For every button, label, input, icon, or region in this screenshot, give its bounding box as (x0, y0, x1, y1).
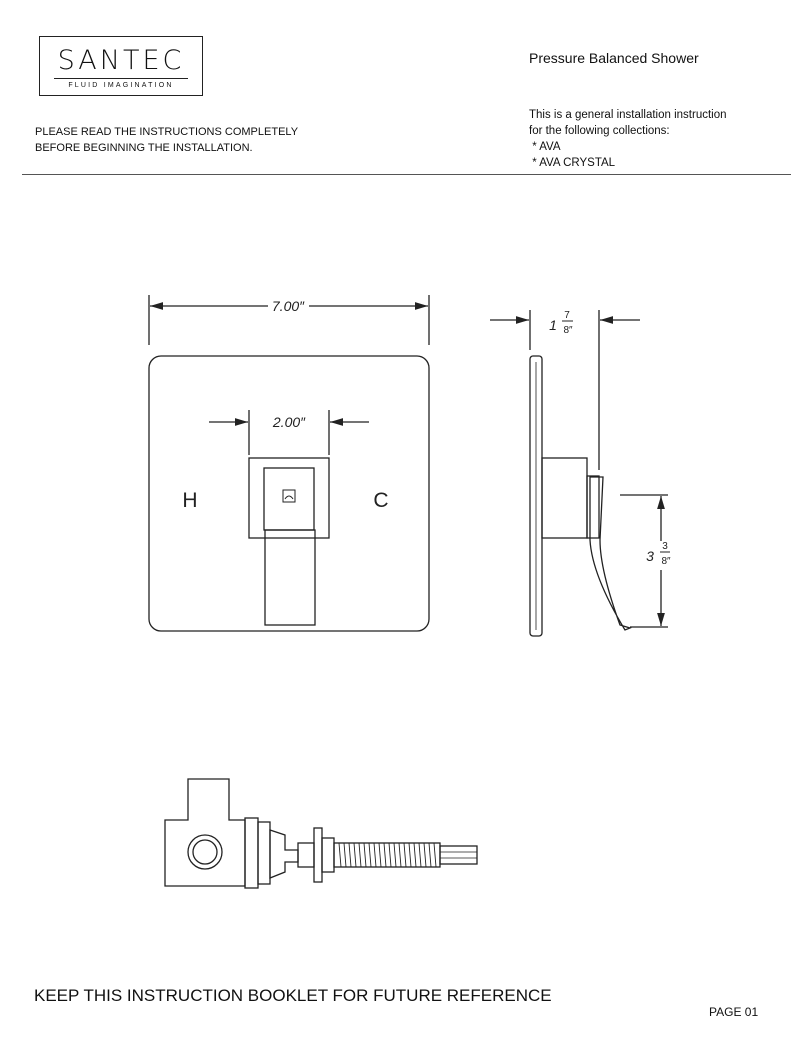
brand-tagline: FLUID IMAGINATION (68, 82, 174, 89)
valve-body-drawing (165, 779, 477, 888)
collection-item: * AVA (529, 141, 561, 153)
collection-item: * AVA CRYSTAL (529, 157, 616, 169)
page-number: PAGE 01 (709, 1005, 759, 1019)
intro-line: This is a general installation instruction (529, 109, 727, 121)
handle-front (249, 458, 329, 625)
lever-denominator: 8″ (661, 556, 671, 567)
stem-threads (339, 843, 436, 867)
brand-name: SANTEC (57, 45, 185, 76)
depth-numerator: 7 (564, 310, 570, 321)
document-title: Pressure Balanced Shower (529, 50, 699, 66)
width-label: 7.00″ (271, 298, 305, 314)
handle-width-label: 2.00″ (272, 414, 306, 430)
lever-height-dimension (620, 495, 671, 627)
notice-line: BEFORE BEGINNING THE INSTALLATION. (35, 142, 253, 154)
depth-whole: 1 (549, 317, 557, 333)
width-dimension (149, 295, 429, 345)
cold-label: C (373, 489, 389, 512)
handle-width-dimension (209, 410, 369, 455)
hot-label: H (182, 489, 198, 512)
intro-line: for the following collections: (529, 125, 670, 137)
lever-whole: 3 (646, 548, 654, 564)
keep-booklet-notice: KEEP THIS INSTRUCTION BOOKLET FOR FUTURE REFERENCE (34, 986, 552, 1005)
lever-numerator: 3 (662, 541, 668, 552)
depth-denominator: 8″ (563, 325, 573, 336)
side-view (490, 310, 640, 636)
notice-line: PLEASE READ THE INSTRUCTIONS COMPLETELY (35, 126, 299, 138)
